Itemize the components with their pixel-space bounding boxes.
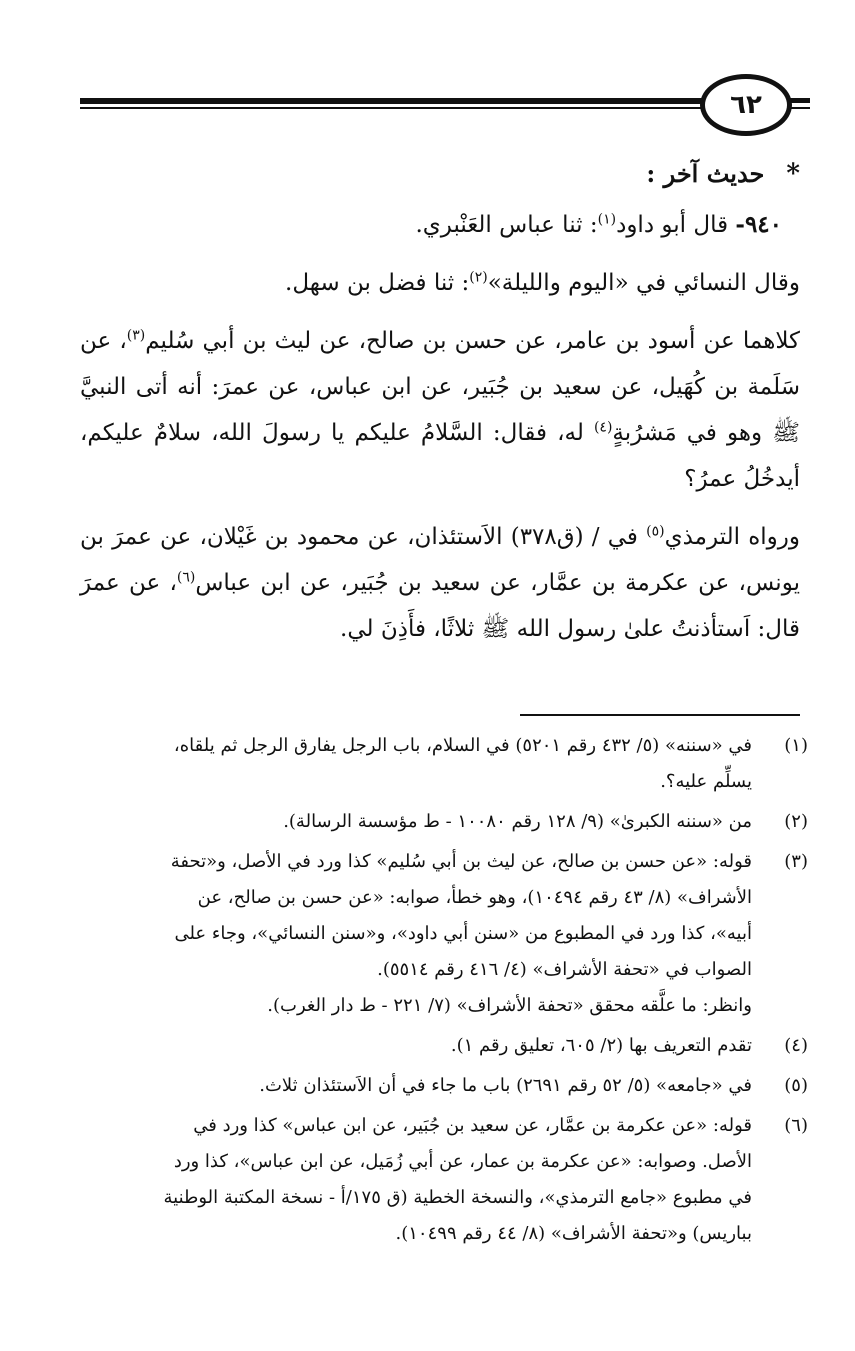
footnote-6: (٦) قوله: «عن عكرمة بن عمَّار، عن سعيد بن جُبَير، عن ابن عباس» كذا ورد في الأصل. وصوابه: «عن عكرمة بن عمار، عن أبي زُمَيل، عن ابن عباس»، كذا ورد في مطبوع «جامع الترمذي»، والنسخة الخطية (ق ١٧٥/أ - نسخة المكتبة الوطنية بباريس) و«تحفة الأشراف» (٨/ ٤٤ رقم ١٠٤٩٩). xyxy=(163,1115,808,1244)
footnote-ref: (١) xyxy=(597,211,617,228)
footnote-ref: (٥) xyxy=(646,523,665,540)
footnote-2: (٢) من «سننه الكبرىٰ» (٩/ ١٢٨ رقم ١٠٠٨٠ - ط مؤسسة الرسالة). xyxy=(283,811,808,832)
footnote-ref: (٦) xyxy=(176,569,196,586)
footnote-ref: (٢) xyxy=(469,269,488,286)
paragraph-1: ٩٤٠- قال أبو داود$^{(١)}$: ثنا عباس العَنْبري. xyxy=(415,211,782,238)
footnote-4: (٤) تقدم التعريف بها (٢/ ٦٠٥، تعليق رقم ١). xyxy=(450,1035,808,1056)
header-rule xyxy=(80,68,810,138)
paragraph-2: وقال النسائي في «اليوم والليلة»$^{(٢)}$: ثنا فضل بن سهل. xyxy=(285,269,800,296)
footnote-1: (١) في «سننه» (٥/ ٤٣٢ رقم ٥٢٠١) في السلام، باب الرجل يفارق الرجل ثم يلقاه، يسلِّم عليه؟. xyxy=(173,735,808,792)
footnote-ref: (٤) xyxy=(593,419,613,436)
section-title: حديث آخر : xyxy=(646,159,765,188)
footnote-5: (٥) في «جامعه» (٥/ ٥٢ رقم ٢٦٩١) باب ما جاء في أن الاَستئذان ثلاث. xyxy=(259,1075,808,1096)
main-text xyxy=(80,150,800,664)
star-icon: * xyxy=(786,159,800,189)
footnote-3: (٣) قوله: «عن حسن بن صالح، عن ليث بن أبي سُليم» كذا ورد في الأصل، و«تحفة الأشراف» (٨/ ٤٣ رقم ١٠٤٩٤)، وهو خطأ، صوابه: «عن حسن بن صالح، عن أبيه»، كذا ورد في المطبوع من «سنن أبي داود»، و«سنن النسائي»، وجاء على الصواب في «تحفة الأشراف» (٤/ ٤١٦ رقم ٥٥١٤). وانظر: ما علَّقه محقق «تحفة الأشراف» (٧/ ٢٢١ - ط دار الغرب). xyxy=(170,851,808,1016)
footnote-ref: (٣) xyxy=(126,327,146,344)
paragraph-3: كلاهما عن أسود بن عامر، عن حسن بن صالح، عن ليث بن أبي سُليم$^{(٣)}$، عن سَلَمة بن كُهَيل، عن سعيد بن جُبَير، عن ابن عباس، عن عمرَ: أنه أتى النبيَّ ﷺ وهو في مَشرُبةٍ$^{(٤)}$ له، فقال: السَّلامُ عليكم يا رسولَ الله، سلامٌ عليكم، أيدخُلُ عمرُ؟ xyxy=(80,327,801,492)
hadith-number: ٩٤٠- xyxy=(735,211,782,238)
paragraph-4: ورواه الترمذي$^{(٥)}$ في / (ق٣٧٨) الاَستئذان، عن محمود بن غَيْلان، عن عمرَ بن يونس، عن عكرمة بن عمَّار، عن سعيد بن جُبَير، عن ابن عباس$^{(٦)}$، عن عمرَ قال: اَستأذنتُ علىٰ رسول الله ﷺ ثلاثًا، فأَذِنَ لي. xyxy=(80,523,800,642)
footnotes xyxy=(80,728,808,1256)
section-heading xyxy=(80,150,800,198)
page-number: ٦٢ xyxy=(700,74,792,136)
footnote-separator xyxy=(520,714,800,716)
